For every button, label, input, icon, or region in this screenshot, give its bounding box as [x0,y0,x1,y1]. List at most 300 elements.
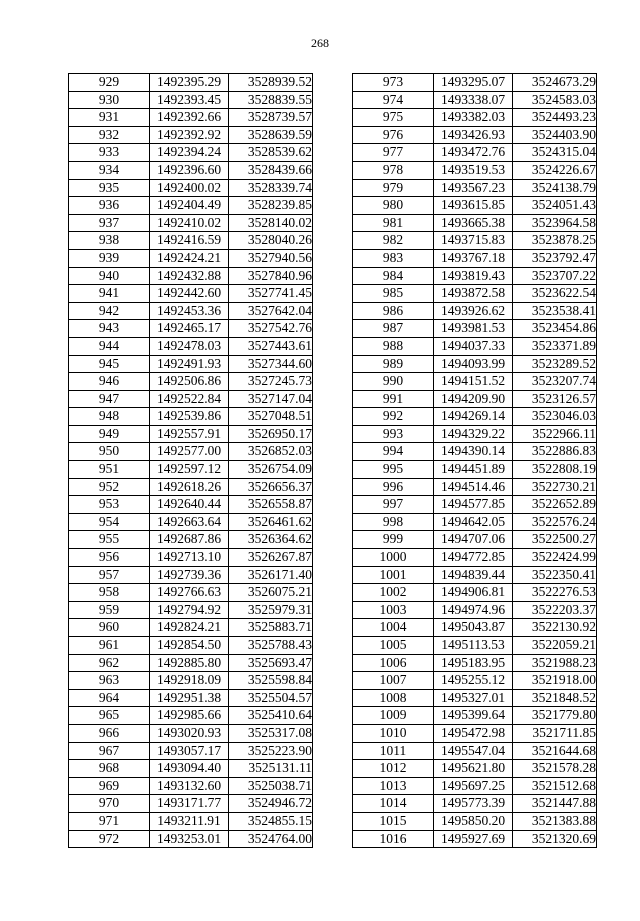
y-coordinate-cell: 3522130.92 [513,619,597,637]
x-coordinate-cell: 1492663.64 [150,513,229,531]
table-row [353,496,597,514]
point-id-cell: 975 [353,109,434,127]
x-coordinate-cell: 1492739.36 [150,566,229,584]
point-id-cell: 989 [353,355,434,373]
y-coordinate-cell: 3524583.03 [513,91,597,109]
y-coordinate-cell: 3523538.41 [513,302,597,320]
point-id-cell: 987 [353,320,434,338]
table-row [353,531,597,549]
y-coordinate-cell: 3524138.79 [513,179,597,197]
x-coordinate-cell: 1493338.07 [434,91,513,109]
x-coordinate-cell: 1493057.17 [150,742,229,760]
x-coordinate-cell: 1495255.12 [434,672,513,690]
x-coordinate-cell: 1493094.40 [150,760,229,778]
y-coordinate-cell: 3523371.89 [513,337,597,355]
point-id-cell: 996 [353,478,434,496]
table-row [353,549,597,567]
point-id-cell: 1009 [353,707,434,725]
point-id-cell: 982 [353,232,434,250]
y-coordinate-cell: 3527048.51 [229,408,313,426]
point-id-cell: 1002 [353,584,434,602]
point-id-cell: 960 [69,619,150,637]
table-row [353,566,597,584]
table-row [69,672,313,690]
table-row [353,214,597,232]
point-id-cell: 936 [69,197,150,215]
x-coordinate-cell: 1495697.25 [434,777,513,795]
table-row [69,601,313,619]
y-coordinate-cell: 3526950.17 [229,425,313,443]
point-id-cell: 947 [69,390,150,408]
point-id-cell: 974 [353,91,434,109]
point-id-cell: 938 [69,232,150,250]
x-coordinate-cell: 1493567.23 [434,179,513,197]
y-coordinate-cell: 3528239.85 [229,197,313,215]
y-coordinate-cell: 3521644.68 [513,742,597,760]
table-row [69,443,313,461]
x-coordinate-cell: 1492442.60 [150,285,229,303]
x-coordinate-cell: 1492478.03 [150,337,229,355]
point-id-cell: 986 [353,302,434,320]
y-coordinate-cell: 3523126.57 [513,390,597,408]
point-id-cell: 971 [69,812,150,830]
y-coordinate-cell: 3525038.71 [229,777,313,795]
table-row [69,197,313,215]
point-id-cell: 942 [69,302,150,320]
x-coordinate-cell: 1494974.96 [434,601,513,619]
x-coordinate-cell: 1492404.49 [150,197,229,215]
point-id-cell: 997 [353,496,434,514]
table-row [69,320,313,338]
x-coordinate-cell: 1492392.92 [150,126,229,144]
y-coordinate-cell: 3528439.66 [229,161,313,179]
x-coordinate-cell: 1492491.93 [150,355,229,373]
y-coordinate-cell: 3527542.76 [229,320,313,338]
point-id-cell: 1014 [353,795,434,813]
table-row [353,144,597,162]
y-coordinate-cell: 3525979.31 [229,601,313,619]
x-coordinate-cell: 1495327.01 [434,689,513,707]
point-id-cell: 976 [353,126,434,144]
table-row [353,830,597,848]
x-coordinate-cell: 1493519.53 [434,161,513,179]
point-id-cell: 990 [353,373,434,391]
table-row [353,812,597,830]
point-id-cell: 949 [69,425,150,443]
y-coordinate-cell: 3526852.03 [229,443,313,461]
x-coordinate-cell: 1492410.02 [150,214,229,232]
x-coordinate-cell: 1492557.91 [150,425,229,443]
table-row [69,355,313,373]
x-coordinate-cell: 1493981.53 [434,320,513,338]
table-row [69,249,313,267]
point-id-cell: 977 [353,144,434,162]
y-coordinate-cell: 3524493.23 [513,109,597,127]
table-row [69,179,313,197]
point-id-cell: 952 [69,478,150,496]
table-row [353,513,597,531]
table-row [353,777,597,795]
table-row [69,566,313,584]
x-coordinate-cell: 1492522.84 [150,390,229,408]
y-coordinate-cell: 3523707.22 [513,267,597,285]
point-id-cell: 972 [69,830,150,848]
x-coordinate-cell: 1492416.59 [150,232,229,250]
y-coordinate-cell: 3524315.04 [513,144,597,162]
point-id-cell: 1011 [353,742,434,760]
y-coordinate-cell: 3523289.52 [513,355,597,373]
table-row [69,584,313,602]
y-coordinate-cell: 3524051.43 [513,197,597,215]
point-id-cell: 1013 [353,777,434,795]
x-coordinate-cell: 1492393.45 [150,91,229,109]
y-coordinate-cell: 3522730.21 [513,478,597,496]
table-row [353,109,597,127]
point-id-cell: 954 [69,513,150,531]
table-row [353,478,597,496]
table-row [69,408,313,426]
point-id-cell: 1006 [353,654,434,672]
y-coordinate-cell: 3521988.23 [513,654,597,672]
x-coordinate-cell: 1495621.80 [434,760,513,778]
x-coordinate-cell: 1494839.44 [434,566,513,584]
y-coordinate-cell: 3526075.21 [229,584,313,602]
table-row [353,408,597,426]
table-row [353,337,597,355]
table-row [353,601,597,619]
table-row [69,425,313,443]
y-coordinate-cell: 3527840.96 [229,267,313,285]
point-id-cell: 964 [69,689,150,707]
x-coordinate-cell: 1495927.69 [434,830,513,848]
point-id-cell: 966 [69,724,150,742]
point-id-cell: 940 [69,267,150,285]
y-coordinate-cell: 3522966.11 [513,425,597,443]
x-coordinate-cell: 1492918.09 [150,672,229,690]
y-coordinate-cell: 3524855.15 [229,812,313,830]
y-coordinate-cell: 3527642.04 [229,302,313,320]
table-row [353,232,597,250]
x-coordinate-cell: 1493020.93 [150,724,229,742]
y-coordinate-cell: 3527741.45 [229,285,313,303]
table-row [69,654,313,672]
point-id-cell: 962 [69,654,150,672]
point-id-cell: 1004 [353,619,434,637]
y-coordinate-cell: 3522652.89 [513,496,597,514]
y-coordinate-cell: 3525693.47 [229,654,313,672]
y-coordinate-cell: 3527344.60 [229,355,313,373]
y-coordinate-cell: 3527147.04 [229,390,313,408]
point-id-cell: 999 [353,531,434,549]
x-coordinate-cell: 1492400.02 [150,179,229,197]
y-coordinate-cell: 3525504.57 [229,689,313,707]
table-row [69,214,313,232]
table-row [353,425,597,443]
y-coordinate-cell: 3528739.57 [229,109,313,127]
table-row [69,689,313,707]
point-id-cell: 981 [353,214,434,232]
x-coordinate-cell: 1492506.86 [150,373,229,391]
table-row [69,812,313,830]
y-coordinate-cell: 3526558.87 [229,496,313,514]
page-number: 268 [311,36,329,50]
point-id-cell: 951 [69,461,150,479]
point-id-cell: 1000 [353,549,434,567]
table-row [353,373,597,391]
x-coordinate-cell: 1495472.98 [434,724,513,742]
table-row [69,390,313,408]
point-id-cell: 930 [69,91,150,109]
x-coordinate-cell: 1493295.07 [434,74,513,92]
table-row [353,689,597,707]
table-row [69,161,313,179]
table-row [69,267,313,285]
y-coordinate-cell: 3524764.00 [229,830,313,848]
point-id-cell: 995 [353,461,434,479]
point-id-cell: 988 [353,337,434,355]
x-coordinate-cell: 1493872.58 [434,285,513,303]
point-id-cell: 978 [353,161,434,179]
x-coordinate-cell: 1492395.29 [150,74,229,92]
y-coordinate-cell: 3527940.56 [229,249,313,267]
y-coordinate-cell: 3523964.58 [513,214,597,232]
table-row [353,91,597,109]
x-coordinate-cell: 1494707.06 [434,531,513,549]
x-coordinate-cell: 1495399.64 [434,707,513,725]
point-id-cell: 935 [69,179,150,197]
point-id-cell: 992 [353,408,434,426]
y-coordinate-cell: 3527443.61 [229,337,313,355]
y-coordinate-cell: 3522276.53 [513,584,597,602]
table-row [353,654,597,672]
table-row [69,144,313,162]
x-coordinate-cell: 1495113.53 [434,637,513,655]
table-row [353,619,597,637]
x-coordinate-cell: 1492577.00 [150,443,229,461]
point-id-cell: 932 [69,126,150,144]
table-row [353,302,597,320]
x-coordinate-cell: 1493253.01 [150,830,229,848]
point-id-cell: 929 [69,74,150,92]
y-coordinate-cell: 3522203.37 [513,601,597,619]
y-coordinate-cell: 3523046.03 [513,408,597,426]
point-id-cell: 980 [353,197,434,215]
y-coordinate-cell: 3524226.67 [513,161,597,179]
point-id-cell: 944 [69,337,150,355]
point-id-cell: 941 [69,285,150,303]
x-coordinate-cell: 1492465.17 [150,320,229,338]
x-coordinate-cell: 1495850.20 [434,812,513,830]
table-row [353,461,597,479]
y-coordinate-cell: 3522350.41 [513,566,597,584]
table-row [69,461,313,479]
x-coordinate-cell: 1494209.90 [434,390,513,408]
point-id-cell: 958 [69,584,150,602]
x-coordinate-cell: 1494642.05 [434,513,513,531]
y-coordinate-cell: 3521512.68 [513,777,597,795]
point-id-cell: 945 [69,355,150,373]
y-coordinate-cell: 3526364.62 [229,531,313,549]
x-coordinate-cell: 1494451.89 [434,461,513,479]
table-row [69,637,313,655]
table-row [353,161,597,179]
y-coordinate-cell: 3522576.24 [513,513,597,531]
point-id-cell: 963 [69,672,150,690]
x-coordinate-cell: 1495773.39 [434,795,513,813]
table-row [353,390,597,408]
x-coordinate-cell: 1492713.10 [150,549,229,567]
y-coordinate-cell: 3525883.71 [229,619,313,637]
y-coordinate-cell: 3523207.74 [513,373,597,391]
x-coordinate-cell: 1492794.92 [150,601,229,619]
x-coordinate-cell: 1493382.03 [434,109,513,127]
point-id-cell: 939 [69,249,150,267]
y-coordinate-cell: 3525598.84 [229,672,313,690]
x-coordinate-cell: 1493426.93 [434,126,513,144]
x-coordinate-cell: 1492432.88 [150,267,229,285]
table-row [69,795,313,813]
y-coordinate-cell: 3521447.88 [513,795,597,813]
point-id-cell: 965 [69,707,150,725]
point-id-cell: 1001 [353,566,434,584]
table-row [69,285,313,303]
y-coordinate-cell: 3521848.52 [513,689,597,707]
y-coordinate-cell: 3528539.62 [229,144,313,162]
table-row [353,320,597,338]
table-row [353,584,597,602]
x-coordinate-cell: 1494329.22 [434,425,513,443]
y-coordinate-cell: 3521918.00 [513,672,597,690]
y-coordinate-cell: 3522424.99 [513,549,597,567]
point-id-cell: 953 [69,496,150,514]
x-coordinate-cell: 1493472.76 [434,144,513,162]
point-id-cell: 1012 [353,760,434,778]
point-id-cell: 985 [353,285,434,303]
table-row [69,830,313,848]
y-coordinate-cell: 3525223.90 [229,742,313,760]
point-id-cell: 959 [69,601,150,619]
x-coordinate-cell: 1494151.52 [434,373,513,391]
x-coordinate-cell: 1492766.63 [150,584,229,602]
table-row [353,249,597,267]
point-id-cell: 946 [69,373,150,391]
point-id-cell: 991 [353,390,434,408]
table-row [69,74,313,92]
y-coordinate-cell: 3521779.80 [513,707,597,725]
x-coordinate-cell: 1493819.43 [434,267,513,285]
point-id-cell: 1008 [353,689,434,707]
x-coordinate-cell: 1492687.86 [150,531,229,549]
y-coordinate-cell: 3526171.40 [229,566,313,584]
x-coordinate-cell: 1492985.66 [150,707,229,725]
point-id-cell: 943 [69,320,150,338]
table-row [69,126,313,144]
table-row [69,302,313,320]
table-row [69,531,313,549]
point-id-cell: 979 [353,179,434,197]
x-coordinate-cell: 1494093.99 [434,355,513,373]
table-row [69,232,313,250]
table-row [353,267,597,285]
point-id-cell: 956 [69,549,150,567]
y-coordinate-cell: 3526461.62 [229,513,313,531]
table-row [353,74,597,92]
y-coordinate-cell: 3523454.86 [513,320,597,338]
table-row [69,619,313,637]
x-coordinate-cell: 1492640.44 [150,496,229,514]
point-id-cell: 933 [69,144,150,162]
y-coordinate-cell: 3525131.11 [229,760,313,778]
x-coordinate-cell: 1492618.26 [150,478,229,496]
table-row [353,443,597,461]
y-coordinate-cell: 3525410.64 [229,707,313,725]
table-row [69,724,313,742]
y-coordinate-cell: 3523622.54 [513,285,597,303]
y-coordinate-cell: 3521320.69 [513,830,597,848]
x-coordinate-cell: 1492824.21 [150,619,229,637]
point-id-cell: 1016 [353,830,434,848]
table-row [69,777,313,795]
point-id-cell: 968 [69,760,150,778]
point-id-cell: 984 [353,267,434,285]
y-coordinate-cell: 3527245.73 [229,373,313,391]
y-coordinate-cell: 3521383.88 [513,812,597,830]
y-coordinate-cell: 3524403.90 [513,126,597,144]
x-coordinate-cell: 1493132.60 [150,777,229,795]
x-coordinate-cell: 1493926.62 [434,302,513,320]
point-id-cell: 969 [69,777,150,795]
y-coordinate-cell: 3523792.47 [513,249,597,267]
y-coordinate-cell: 3523878.25 [513,232,597,250]
y-coordinate-cell: 3526754.09 [229,461,313,479]
point-id-cell: 937 [69,214,150,232]
table-row [69,373,313,391]
table-row [353,179,597,197]
y-coordinate-cell: 3528040.26 [229,232,313,250]
y-coordinate-cell: 3528639.59 [229,126,313,144]
x-coordinate-cell: 1494772.85 [434,549,513,567]
x-coordinate-cell: 1493615.85 [434,197,513,215]
x-coordinate-cell: 1495043.87 [434,619,513,637]
x-coordinate-cell: 1494390.14 [434,443,513,461]
point-id-cell: 961 [69,637,150,655]
point-id-cell: 934 [69,161,150,179]
table-row [353,724,597,742]
y-coordinate-cell: 3528339.74 [229,179,313,197]
y-coordinate-cell: 3522886.83 [513,443,597,461]
y-coordinate-cell: 3521578.28 [513,760,597,778]
coordinate-table-left [68,73,313,848]
point-id-cell: 948 [69,408,150,426]
table-row [353,742,597,760]
point-id-cell: 1010 [353,724,434,742]
x-coordinate-cell: 1493665.38 [434,214,513,232]
x-coordinate-cell: 1492424.21 [150,249,229,267]
table-row [69,109,313,127]
table-row [69,707,313,725]
x-coordinate-cell: 1492597.12 [150,461,229,479]
table-row [353,707,597,725]
point-id-cell: 957 [69,566,150,584]
x-coordinate-cell: 1494037.33 [434,337,513,355]
y-coordinate-cell: 3528839.55 [229,91,313,109]
table-row [69,478,313,496]
x-coordinate-cell: 1492394.24 [150,144,229,162]
x-coordinate-cell: 1494269.14 [434,408,513,426]
x-coordinate-cell: 1492396.60 [150,161,229,179]
table-row [69,91,313,109]
table-row [69,742,313,760]
